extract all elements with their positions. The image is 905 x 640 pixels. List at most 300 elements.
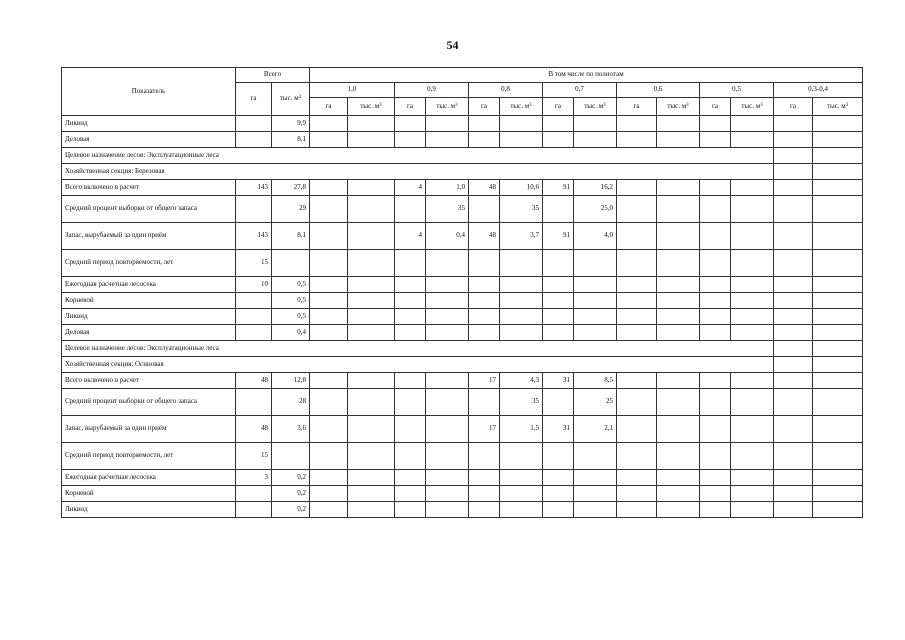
density-value-cell: 48 — [469, 180, 500, 196]
density-value-cell: 4 — [395, 223, 426, 250]
density-value-cell — [469, 293, 500, 309]
density-value-cell — [657, 373, 700, 389]
density-value-cell — [310, 373, 348, 389]
density-value-cell: 2,1 — [574, 416, 617, 443]
density-value-cell: 48 — [469, 223, 500, 250]
density-value-cell — [310, 180, 348, 196]
density-value-cell — [731, 309, 774, 325]
density-value-cell — [774, 277, 813, 293]
density-value-cell — [774, 416, 813, 443]
total-m3-cell: 12,8 — [272, 373, 310, 389]
density-value-cell — [700, 132, 731, 148]
density-value-cell: 25 — [574, 389, 617, 416]
density-value-cell — [426, 373, 469, 389]
density-value-cell — [813, 502, 863, 518]
density-value-cell — [813, 325, 863, 341]
density-value-cell — [813, 180, 863, 196]
density-value-cell — [813, 196, 863, 223]
header-density-4: 0,6 — [617, 83, 700, 98]
total-ha-cell: 15 — [236, 443, 272, 470]
header-density-2: 0,8 — [469, 83, 543, 98]
density-value-cell — [469, 309, 500, 325]
density-value-cell — [657, 116, 700, 132]
density-value-cell — [731, 277, 774, 293]
density-value-cell — [500, 325, 543, 341]
density-value-cell — [700, 443, 731, 470]
section-row — [62, 148, 863, 164]
total-m3-cell: 27,8 — [272, 180, 310, 196]
density-value-cell — [310, 486, 348, 502]
row-label: Ликвид — [62, 116, 236, 132]
density-value-cell: 0,4 — [426, 223, 469, 250]
density-value-cell — [348, 325, 395, 341]
header-indicator: Показатель — [62, 68, 236, 116]
density-value-cell — [426, 309, 469, 325]
header-density-1: 0,9 — [395, 83, 469, 98]
density-value-cell — [731, 389, 774, 416]
empty-cell — [813, 164, 863, 180]
density-value-cell — [310, 132, 348, 148]
density-value-cell — [774, 443, 813, 470]
density-value-cell — [574, 486, 617, 502]
density-value-cell — [310, 502, 348, 518]
density-value-cell — [469, 325, 500, 341]
density-value-cell — [774, 132, 813, 148]
density-value-cell — [617, 309, 657, 325]
density-value-cell — [543, 325, 574, 341]
density-value-cell — [813, 443, 863, 470]
table-row — [62, 277, 863, 293]
table-row — [62, 196, 863, 223]
density-value-cell — [348, 373, 395, 389]
row-label: Всего включено в расчет — [62, 373, 236, 389]
density-value-cell — [617, 325, 657, 341]
density-value-cell — [574, 116, 617, 132]
density-value-cell — [426, 250, 469, 277]
density-value-cell — [543, 250, 574, 277]
density-value-cell — [395, 502, 426, 518]
density-value-cell — [348, 502, 395, 518]
density-value-cell — [348, 443, 395, 470]
density-value-cell — [617, 293, 657, 309]
section-label: Целевое назначение лесов: Эксплуатационные леса — [62, 148, 774, 164]
total-ha-cell: 3 — [236, 470, 272, 486]
header-density-3: 0,7 — [543, 83, 617, 98]
density-value-cell — [574, 132, 617, 148]
total-ha-cell — [236, 196, 272, 223]
density-value-cell — [310, 309, 348, 325]
density-value-cell — [617, 373, 657, 389]
density-value-cell: 1,5 — [500, 416, 543, 443]
row-label: Корневой — [62, 293, 236, 309]
header-total-m3: тыс. $м^3$ — [272, 83, 310, 116]
header-density-m3: тыс. $м^3$ — [574, 98, 617, 116]
density-value-cell — [774, 389, 813, 416]
header-density-ha: га — [395, 98, 426, 116]
density-value-cell — [657, 180, 700, 196]
density-value-cell — [813, 116, 863, 132]
section-label: Хозяйственная секция: Осиновая — [62, 357, 774, 373]
density-value-cell — [310, 325, 348, 341]
density-value-cell — [395, 196, 426, 223]
density-value-cell — [395, 277, 426, 293]
density-value-cell — [700, 250, 731, 277]
row-label: Средний период повторяемости, лет — [62, 250, 236, 277]
total-m3-cell: 0,5 — [272, 277, 310, 293]
density-value-cell — [469, 196, 500, 223]
density-value-cell — [348, 250, 395, 277]
header-density-ha: га — [469, 98, 500, 116]
density-value-cell — [543, 132, 574, 148]
density-value-cell — [469, 443, 500, 470]
density-value-cell — [574, 470, 617, 486]
header-density-ha: га — [310, 98, 348, 116]
total-ha-cell: 15 — [236, 250, 272, 277]
density-value-cell — [657, 470, 700, 486]
density-value-cell — [774, 223, 813, 250]
table-row — [62, 389, 863, 416]
density-value-cell — [731, 325, 774, 341]
density-value-cell — [774, 325, 813, 341]
density-value-cell — [813, 277, 863, 293]
density-value-cell — [774, 250, 813, 277]
row-label: Ежегодная расчетная лесосека — [62, 277, 236, 293]
row-label: Запас, вырубаемый за один приём — [62, 223, 236, 250]
density-value-cell — [395, 443, 426, 470]
density-value-cell — [700, 196, 731, 223]
density-value-cell — [617, 277, 657, 293]
density-value-cell — [348, 196, 395, 223]
density-value-cell — [731, 180, 774, 196]
density-value-cell — [426, 443, 469, 470]
density-value-cell — [348, 116, 395, 132]
density-value-cell — [731, 250, 774, 277]
empty-cell — [813, 341, 863, 357]
total-ha-cell — [236, 389, 272, 416]
density-value-cell: 31 — [543, 373, 574, 389]
density-value-cell: 3,7 — [500, 223, 543, 250]
density-value-cell — [657, 223, 700, 250]
density-value-cell — [774, 180, 813, 196]
total-m3-cell: 0,2 — [272, 502, 310, 518]
section-row — [62, 357, 863, 373]
density-value-cell — [310, 470, 348, 486]
density-value-cell — [426, 277, 469, 293]
density-value-cell — [469, 470, 500, 486]
total-m3-cell: 0,5 — [272, 293, 310, 309]
total-ha-cell: 48 — [236, 373, 272, 389]
density-value-cell — [700, 502, 731, 518]
density-value-cell — [348, 223, 395, 250]
density-value-cell — [395, 373, 426, 389]
empty-cell — [813, 148, 863, 164]
table-row — [62, 443, 863, 470]
total-ha-cell — [236, 502, 272, 518]
density-value-cell — [731, 502, 774, 518]
density-value-cell — [348, 180, 395, 196]
density-value-cell — [310, 277, 348, 293]
table-row — [62, 416, 863, 443]
density-value-cell — [731, 293, 774, 309]
density-value-cell — [617, 486, 657, 502]
density-value-cell — [813, 373, 863, 389]
total-ha-cell — [236, 293, 272, 309]
header-density-m3: тыс. $м^3$ — [348, 98, 395, 116]
row-label: Средний процент выборки от общего запаса — [62, 196, 236, 223]
density-value-cell — [657, 132, 700, 148]
density-value-cell — [657, 416, 700, 443]
density-value-cell — [469, 389, 500, 416]
density-value-cell — [731, 470, 774, 486]
row-label: Ликвид — [62, 309, 236, 325]
density-value-cell — [657, 389, 700, 416]
density-value-cell — [574, 325, 617, 341]
density-value-cell — [657, 293, 700, 309]
density-value-cell — [617, 470, 657, 486]
total-ha-cell: 48 — [236, 416, 272, 443]
density-value-cell — [500, 132, 543, 148]
density-value-cell — [426, 470, 469, 486]
header-by-density: В том числе по полнотам — [310, 68, 863, 83]
density-value-cell — [617, 132, 657, 148]
density-value-cell — [500, 502, 543, 518]
table-row — [62, 132, 863, 148]
density-value-cell — [700, 486, 731, 502]
density-value-cell: 31 — [543, 416, 574, 443]
density-value-cell — [700, 116, 731, 132]
density-value-cell — [426, 486, 469, 502]
row-label: Запас, вырубаемый за один приём — [62, 416, 236, 443]
total-m3-cell — [272, 250, 310, 277]
row-label: Всего включено в расчет — [62, 180, 236, 196]
table-row — [62, 116, 863, 132]
density-value-cell — [574, 293, 617, 309]
header-density-m3: тыс. $м^3$ — [657, 98, 700, 116]
density-value-cell — [348, 293, 395, 309]
total-m3-cell: 0,2 — [272, 486, 310, 502]
total-ha-cell — [236, 325, 272, 341]
density-value-cell — [657, 277, 700, 293]
density-value-cell — [395, 486, 426, 502]
density-value-cell — [348, 389, 395, 416]
table-row — [62, 325, 863, 341]
total-ha-cell — [236, 486, 272, 502]
density-value-cell: 16,2 — [574, 180, 617, 196]
density-value-cell — [574, 277, 617, 293]
density-value-cell — [700, 389, 731, 416]
density-value-cell — [617, 502, 657, 518]
total-ha-cell: 143 — [236, 223, 272, 250]
density-value-cell — [426, 116, 469, 132]
table-row — [62, 250, 863, 277]
density-value-cell: 4,0 — [574, 223, 617, 250]
density-value-cell — [813, 223, 863, 250]
density-value-cell — [731, 116, 774, 132]
density-value-cell — [700, 470, 731, 486]
density-value-cell — [774, 196, 813, 223]
density-value-cell: 17 — [469, 416, 500, 443]
allowable-cut-table — [61, 67, 863, 518]
row-label: Средний период повторяемости, лет — [62, 443, 236, 470]
section-label: Хозяйственная секция: Березовая — [62, 164, 774, 180]
total-m3-cell: 3,6 — [272, 416, 310, 443]
header-total: Всего — [236, 68, 310, 83]
total-m3-cell: 8,1 — [272, 132, 310, 148]
row-label: Ликвид — [62, 502, 236, 518]
density-value-cell — [617, 180, 657, 196]
header-density-m3: тыс. $м^3$ — [813, 98, 863, 116]
density-value-cell — [774, 293, 813, 309]
density-value-cell: 35 — [426, 196, 469, 223]
density-value-cell — [426, 293, 469, 309]
density-value-cell — [700, 293, 731, 309]
table-row — [62, 293, 863, 309]
empty-cell — [813, 357, 863, 373]
density-value-cell: 4,3 — [500, 373, 543, 389]
header-density-m3: тыс. $м^3$ — [500, 98, 543, 116]
row-label: Деловая — [62, 325, 236, 341]
header-density-ha: га — [617, 98, 657, 116]
density-value-cell — [700, 180, 731, 196]
density-value-cell — [700, 309, 731, 325]
density-value-cell — [395, 470, 426, 486]
density-value-cell — [543, 443, 574, 470]
density-value-cell — [774, 502, 813, 518]
total-ha-cell — [236, 116, 272, 132]
header-density-5: 0,5 — [700, 83, 774, 98]
density-value-cell — [731, 443, 774, 470]
total-ha-cell: 10 — [236, 277, 272, 293]
density-value-cell — [395, 116, 426, 132]
density-value-cell — [500, 277, 543, 293]
density-value-cell — [310, 416, 348, 443]
section-row — [62, 341, 863, 357]
density-value-cell — [657, 196, 700, 223]
density-value-cell — [813, 389, 863, 416]
density-value-cell — [426, 325, 469, 341]
row-label: Корневой — [62, 486, 236, 502]
density-value-cell — [500, 293, 543, 309]
density-value-cell — [813, 309, 863, 325]
density-value-cell — [395, 309, 426, 325]
density-value-cell — [657, 250, 700, 277]
density-value-cell — [657, 486, 700, 502]
table-row — [62, 502, 863, 518]
density-value-cell: 4 — [395, 180, 426, 196]
density-value-cell — [500, 443, 543, 470]
density-value-cell — [348, 309, 395, 325]
density-value-cell: 17 — [469, 373, 500, 389]
density-value-cell — [774, 470, 813, 486]
density-value-cell — [500, 116, 543, 132]
row-label: Ежегодная расчетная лесосека — [62, 470, 236, 486]
density-value-cell — [469, 502, 500, 518]
total-m3-cell: 28 — [272, 389, 310, 416]
density-value-cell — [731, 416, 774, 443]
total-m3-cell: 9,9 — [272, 116, 310, 132]
density-value-cell — [500, 470, 543, 486]
density-value-cell — [469, 486, 500, 502]
density-value-cell — [543, 196, 574, 223]
density-value-cell — [617, 116, 657, 132]
density-value-cell — [426, 132, 469, 148]
empty-cell — [774, 341, 813, 357]
density-value-cell — [617, 443, 657, 470]
density-value-cell — [617, 389, 657, 416]
density-value-cell: 10,6 — [500, 180, 543, 196]
density-value-cell — [813, 470, 863, 486]
density-value-cell — [543, 486, 574, 502]
total-m3-cell: 29 — [272, 196, 310, 223]
density-value-cell — [700, 223, 731, 250]
table-row — [62, 486, 863, 502]
density-value-cell — [395, 416, 426, 443]
header-density-ha: га — [774, 98, 813, 116]
density-value-cell — [813, 132, 863, 148]
total-ha-cell — [236, 132, 272, 148]
density-value-cell — [543, 389, 574, 416]
table-row — [62, 373, 863, 389]
total-ha-cell: 143 — [236, 180, 272, 196]
density-value-cell — [657, 443, 700, 470]
density-value-cell — [310, 389, 348, 416]
density-value-cell — [310, 196, 348, 223]
density-value-cell — [426, 416, 469, 443]
density-value-cell — [700, 325, 731, 341]
total-m3-cell: 8,1 — [272, 223, 310, 250]
density-value-cell — [395, 325, 426, 341]
density-value-cell — [774, 486, 813, 502]
density-value-cell — [574, 309, 617, 325]
table-row — [62, 223, 863, 250]
density-value-cell — [348, 416, 395, 443]
density-value-cell — [813, 250, 863, 277]
page-number: 54 — [446, 38, 459, 52]
density-value-cell — [543, 293, 574, 309]
density-value-cell: 91 — [543, 180, 574, 196]
density-value-cell — [310, 250, 348, 277]
density-value-cell — [574, 250, 617, 277]
density-value-cell — [574, 443, 617, 470]
density-value-cell — [731, 486, 774, 502]
table-row — [62, 180, 863, 196]
header-density-6: 0,3-0,4 — [774, 83, 863, 98]
density-value-cell — [617, 250, 657, 277]
header-density-m3: тыс. $м^3$ — [426, 98, 469, 116]
density-value-cell — [543, 502, 574, 518]
density-value-cell — [617, 223, 657, 250]
density-value-cell — [574, 502, 617, 518]
density-value-cell: 1,0 — [426, 180, 469, 196]
density-value-cell — [813, 416, 863, 443]
header-density-m3: тыс. $м^3$ — [731, 98, 774, 116]
density-value-cell — [500, 309, 543, 325]
density-value-cell — [731, 196, 774, 223]
density-value-cell — [469, 132, 500, 148]
density-value-cell — [731, 373, 774, 389]
density-value-cell: 91 — [543, 223, 574, 250]
density-value-cell: 35 — [500, 196, 543, 223]
density-value-cell — [543, 277, 574, 293]
density-value-cell — [657, 325, 700, 341]
density-value-cell — [543, 116, 574, 132]
density-value-cell — [700, 373, 731, 389]
density-value-cell — [774, 116, 813, 132]
density-value-cell — [310, 443, 348, 470]
table-row — [62, 309, 863, 325]
table-row — [62, 470, 863, 486]
density-value-cell — [395, 389, 426, 416]
